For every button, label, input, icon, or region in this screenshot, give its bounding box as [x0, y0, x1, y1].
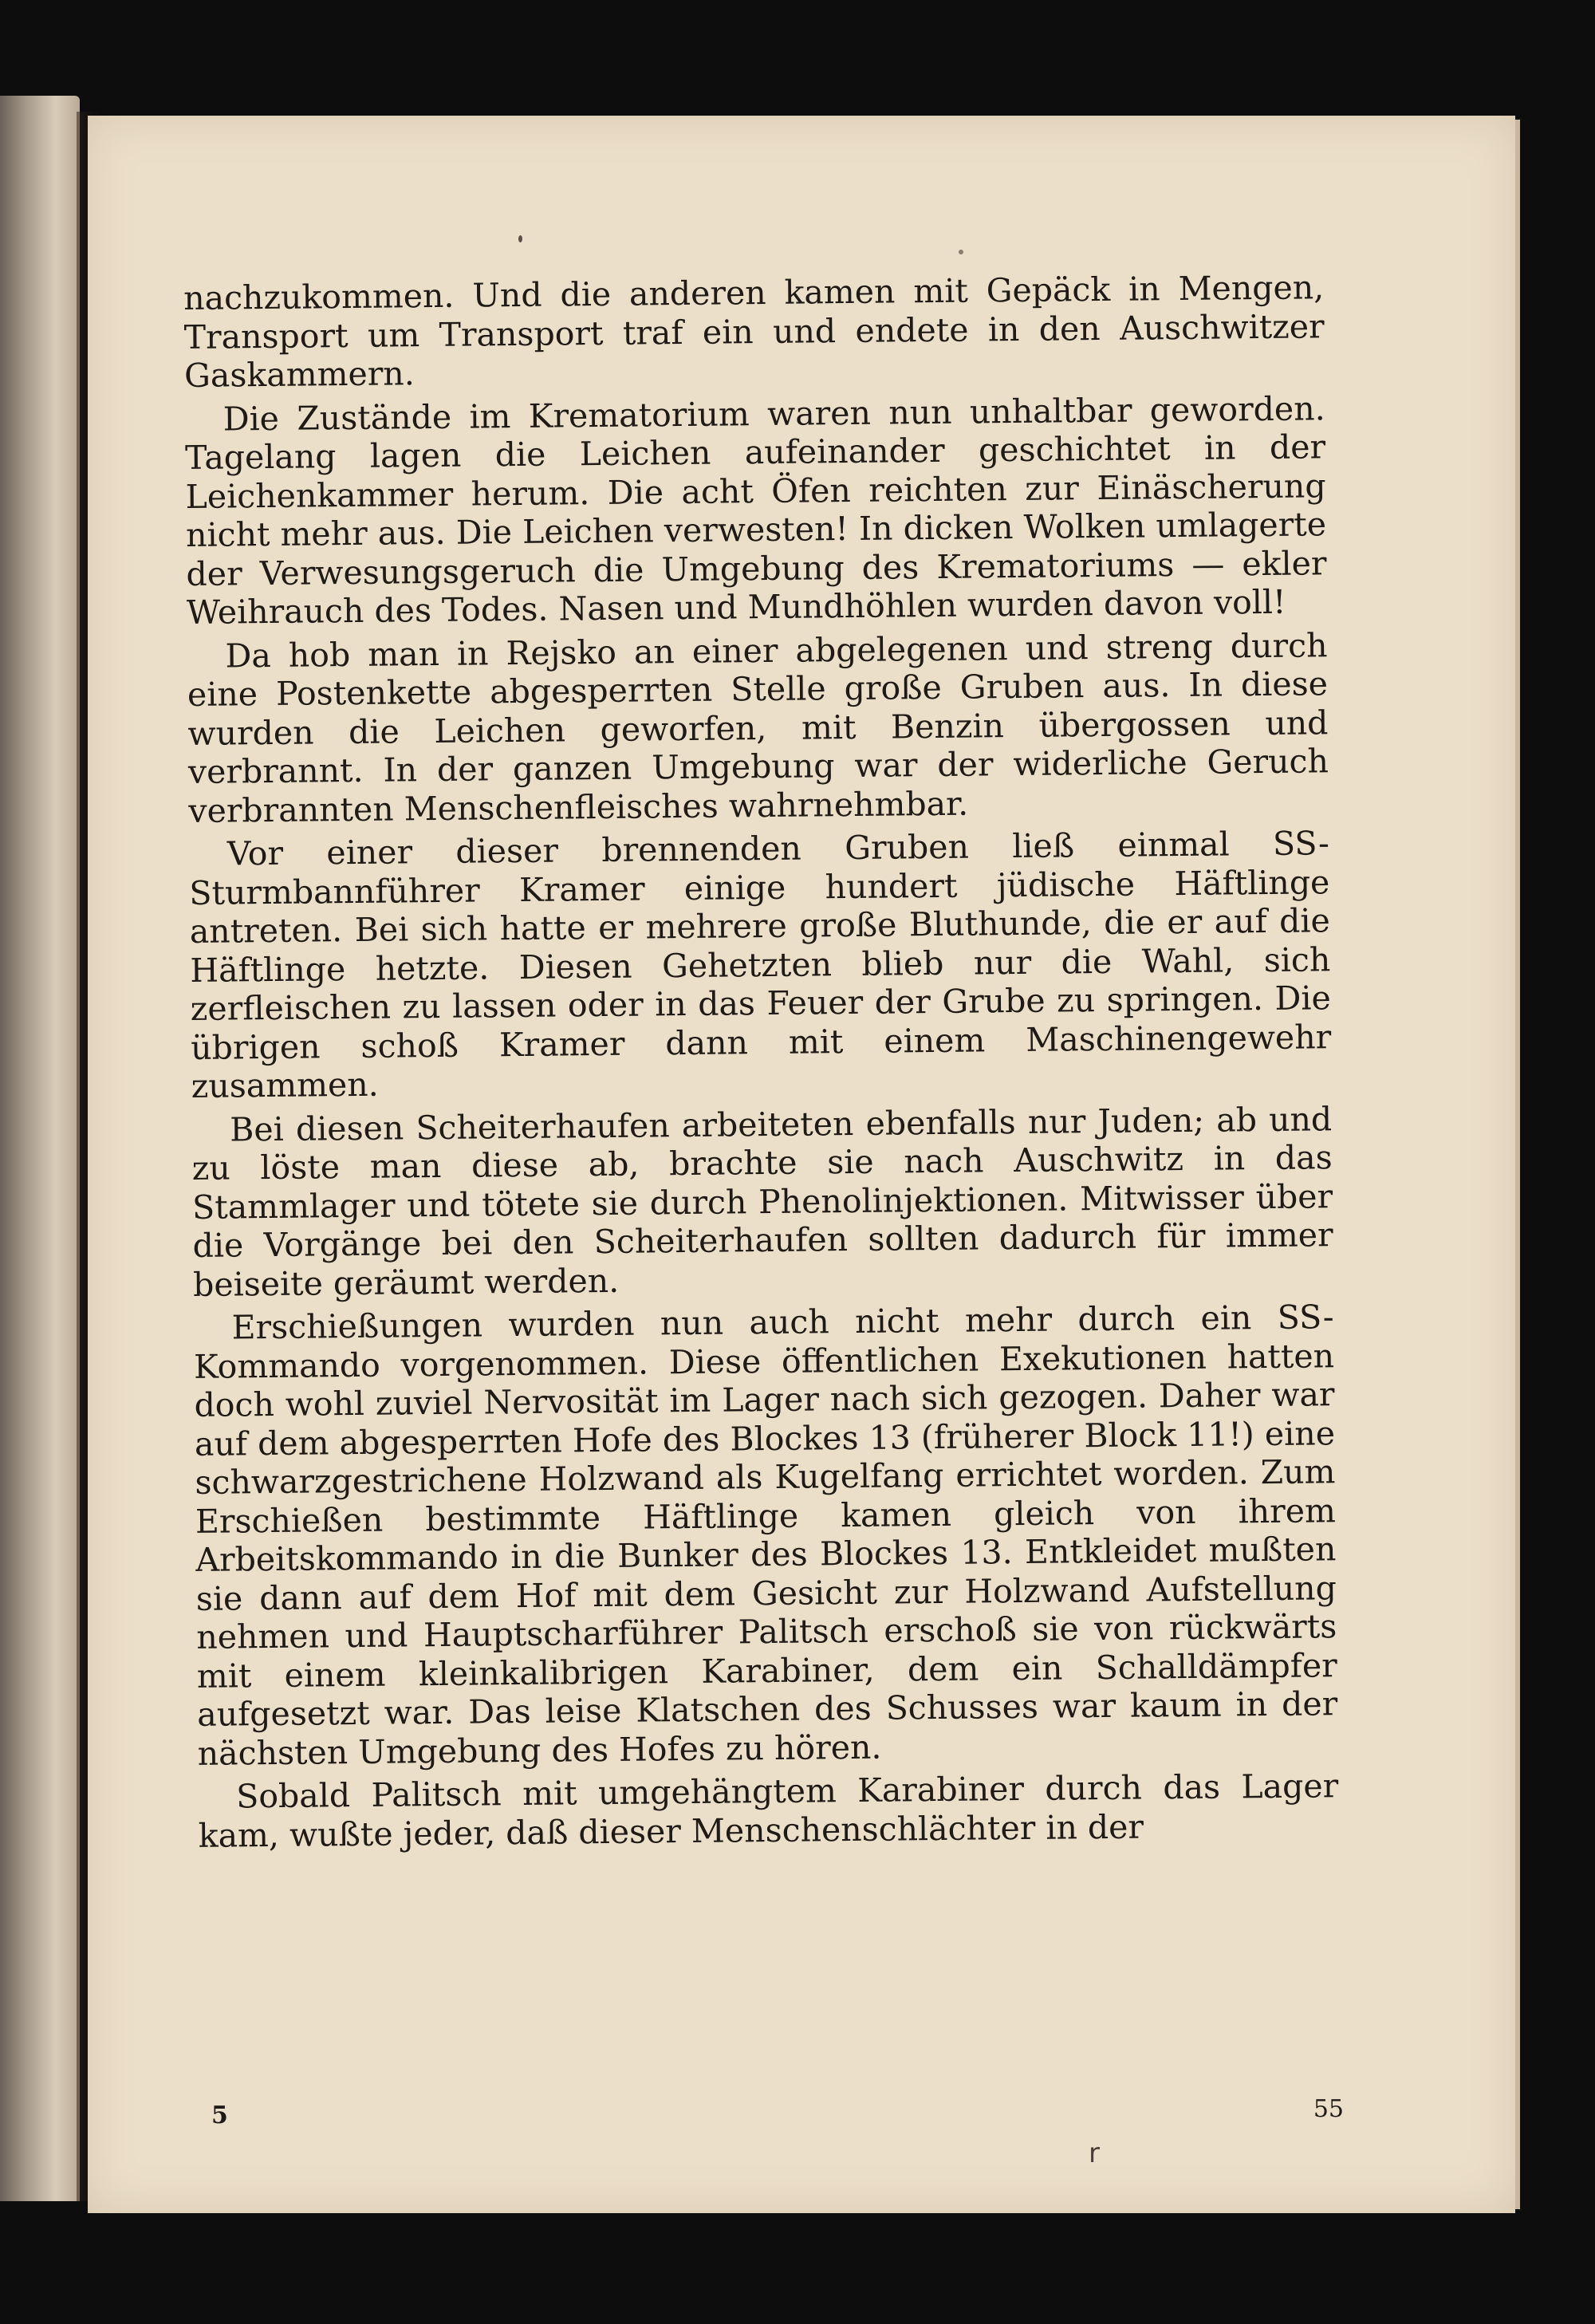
paragraph-2: Die Zustände im Krematorium waren nun unhaltbar geworden. Tagelang lagen die Leichen aufeinander geschichtet in der Leichenkammer herum. Die acht Öfen reichten zur Einäscherung nicht mehr aus. Die Leichen verwesten! In dicken Wolken umlagerte der Verwesungsgeruch die Umgebung des Krematoriums — ekler Weihrauch des Todes. Nasen und Mundhöhlen wurden davon voll! — [184, 388, 1327, 632]
paragraph-7: Sobald Palitsch mit umgehängtem Karabiner durch das Lager kam, wußte jeder, daß dieser Menschenschlächter in der — [198, 1767, 1339, 1855]
ink-speck — [518, 235, 522, 242]
page-number: 55 — [1313, 2095, 1344, 2123]
paragraph-6: Erschießungen wurden nun auch nicht mehr durch ein SS-Kommando vorgenommen. Diese öffentlichen Exekutionen hatten doch wohl zuviel Nervosität im Lager nach sich gezogen. Daher war auf dem abgesperrten Hofe des Blockes 13 (früherer Block 11!) eine schwarzgestrichene Holzwand als Kugelfang errichtet worden. Zum Erschießen bestimmte Häftlinge kamen gleich von ihrem Arbeitskommando in die Bunker des Blockes 13. Entkleidet mußten sie dann auf dem Hof mit dem Gesicht zur Holzwand Aufstellung nehmen und Hauptscharführer Palitsch erschoß sie von rückwärts mit einem kleinkalibrigen Karabiner, dem ein Schalldämpfer aufgesetzt war. Das leise Klatschen des Schusses war kaum in der nächsten Umgebung des Hofes zu hören. — [193, 1298, 1338, 1773]
paragraph-3: Da hob man in Rejsko an einer abgelegenen und streng durch eine Postenkette abgesperrten Stelle große Gruben aus. In diese wurden die Leichen geworfen, mit Benzin übergossen und verbrannt. In der ganzen Umgebung war der widerliche Geruch verbrannten Menschenfleisches wahrnehmbar. — [187, 625, 1329, 830]
handwritten-mark: r — [1089, 2137, 1100, 2169]
signature-mark: 5 — [211, 2101, 228, 2129]
body-text — [183, 268, 1339, 1855]
paragraph-5: Bei diesen Scheiterhaufen arbeiteten ebenfalls nur Juden; ab und zu löste man diese ab, brachte sie nach Auschwitz in das Stammlager und tötete sie durch Phenolinjektionen. Mitwisser über die Vorgänge bei den Scheiterhaufen sollten dadurch für immer beiseite geräumt werden. — [191, 1099, 1333, 1304]
ink-speck — [959, 250, 963, 254]
book-page — [88, 116, 1515, 2213]
paragraph-4: Vor einer dieser brennenden Gruben ließ einmal SS-Sturmbannführer Kramer einige hundert jüdische Häftlinge antreten. Bei sich hatte er mehrere große Bluthunde, die er auf die Häftlinge hetzte. Diesen Gehetzten blieb nur die Wahl, sich zerfleischen zu lassen oder in das Feuer der Grube zu springen. Die übrigen schoß Kramer dann mit einem Maschinengewehr zusammen. — [189, 824, 1332, 1105]
left-page-edge — [0, 96, 80, 2201]
paragraph-1: nachzukommen. Und die anderen kamen mit Gepäck in Mengen, Transport um Transport traf ein und endete in den Auschwitzer Gaskammern. — [183, 268, 1325, 395]
